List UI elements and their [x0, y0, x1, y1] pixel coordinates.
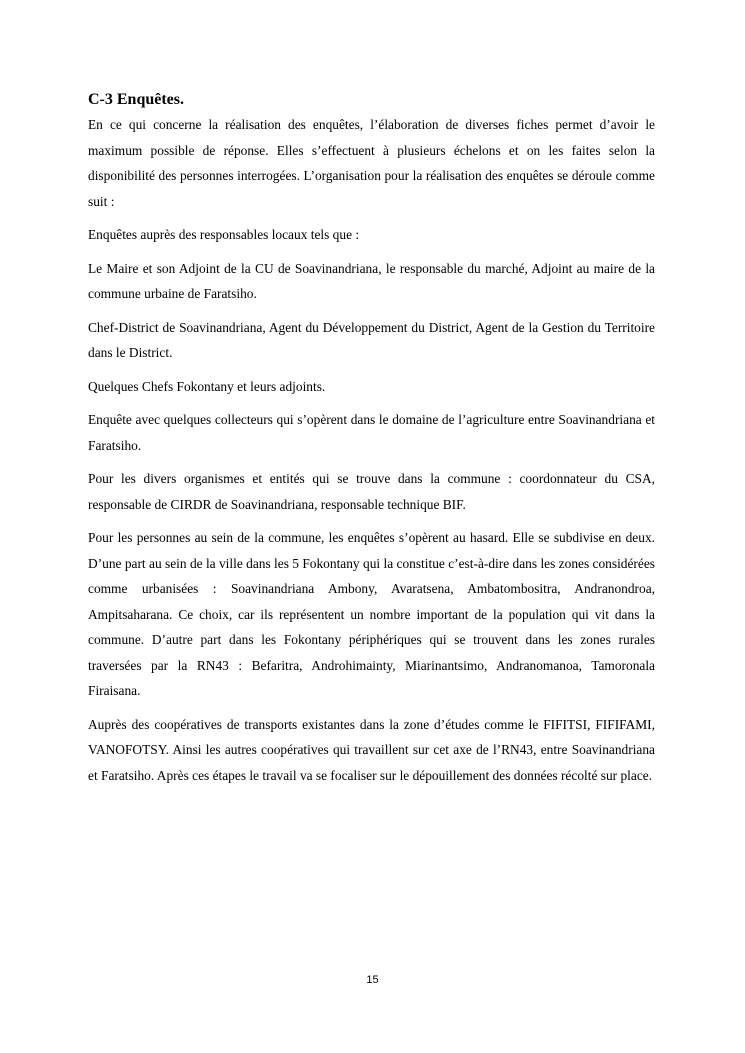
paragraph-mayor: Le Maire et son Adjoint de la CU de Soavinandriana, le responsable du marché, Adjoint au maire de la commune urbaine de Faratsiho.: [88, 260, 655, 301]
paragraph-commune-residents: Pour les personnes au sein de la commune, les enquêtes s’opèrent au hasard. Elle se subdivise en deux. D’une part au sein de la ville dans les 5 Fokontany qui la constitue c’est-à-dire dans les zones considérées comme urbanisées : Soavinandriana Ambony, Avaratsena, Ambatombositra, Andranondroa, Ampitsaharana. Ce choix, car ils représentent un nombre important de la population qui vit dans la commune. D’autre part dans les Fokontany périphériques qui se trouvent dans les zones rurales traversées par la RN43 : Befaritra, Androhimainty, Miarinantsimo, Andranomanoa, Tamoronala Firaisana.: [88, 530, 655, 698]
page-number: 15: [366, 974, 379, 986]
section-heading: C-3 Enquêtes.: [88, 91, 185, 108]
paragraph-cooperatives: Auprès des coopératives de transports existantes dans la zone d’études comme le FIFITSI, FIFIFAMI, VANOFOTSY. Ainsi les autres coopératives qui travaillent sur cet axe de l’RN43, entre Soavinandriana et Faratsiho. Après ces étapes le travail va se focaliser sur le dépouillement des données récolté sur place.: [88, 716, 655, 783]
paragraph-collectors: Enquête avec quelques collecteurs qui s’opèrent dans le domaine de l’agriculture entre Soavinandriana et Faratsiho.: [88, 412, 655, 453]
paragraph-intro: En ce qui concerne la réalisation des enquêtes, l’élaboration de diverses fiches permet d’avoir le maximum possible de réponse. Elles s’effectuent à plusieurs échelons et on les faites selon la disponibilité des personnes interrogées. L’organisation pour la réalisation des enquêtes se déroule comme suit :: [88, 117, 655, 209]
paragraph-fokontany-chiefs: Quelques Chefs Fokontany et leurs adjoints.: [88, 378, 326, 394]
page-content: [88, 88, 655, 796]
paragraph-local-officials: Enquêtes auprès des responsables locaux tels que :: [88, 227, 360, 242]
paragraph-organisms: Pour les divers organismes et entités qui se trouve dans la commune : coordonnateur du CSA, responsable de CIRDR de Soavinandriana, responsable technique BIF.: [88, 471, 655, 512]
paragraph-district-chief: Chef-District de Soavinandriana, Agent du Développement du District, Agent de la Gestion du Territoire dans le District.: [88, 319, 655, 360]
